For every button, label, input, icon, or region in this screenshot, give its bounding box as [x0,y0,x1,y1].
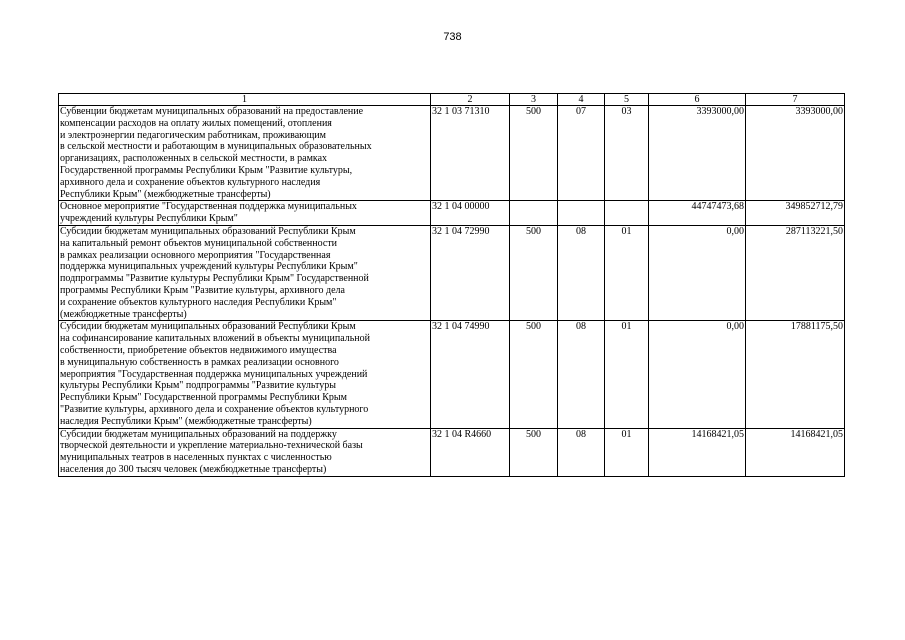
row-col3: 500 [510,106,558,201]
row-col5: 03 [605,106,649,201]
row-code: 32 1 04 72990 [431,225,510,320]
col-header-5: 5 [605,94,649,106]
col-header-3: 3 [510,94,558,106]
table-row [59,106,845,201]
row-description: Субсидии бюджетам муниципальных образований Республики Крым на капитальный ремонт объектов муниципальной собственности в рамках реализации основного мероприятия "Государственная поддержка муниципальных учреждений культуры Республики Крым" подпрограммы "Развитие культуры Республики Крым" Государственной программы Республики Крым "Развитие культуры, архивного дела и сохранение объектов культурного наследия Республики Крым" (межбюджетные трансферты) [59,225,431,320]
row-amount-6: 14168421,05 [649,428,746,476]
col-header-2: 2 [431,94,510,106]
col-header-6: 6 [649,94,746,106]
row-col5: 01 [605,225,649,320]
row-amount-7: 3393000,00 [746,106,845,201]
row-col5: 01 [605,321,649,428]
row-amount-7: 287113221,50 [746,225,845,320]
row-code: 32 1 03 71310 [431,106,510,201]
row-description: Субсидии бюджетам муниципальных образований на поддержку творческой деятельности и укрепление материально-технической базы муниципальных театров в населенных пунктах с численностью населения до 300 тысяч человек (межбюджетные трансферты) [59,428,431,476]
row-col4: 08 [558,428,605,476]
row-description: Субвенции бюджетам муниципальных образований на предоставление компенсации расходов на оплату жилых помещений, отопления и электроэнергии педагогическим работникам, проживающим в сельской местности и работающим в муниципальных образовательных организациях, расположенных в сельской местности, в рамках Государственной программы Республики Крым "Развитие культуры, архивного дела и сохранение объектов культурного наследия Республики Крым" (межбюджетные трансферты) [59,106,431,201]
row-amount-7: 14168421,05 [746,428,845,476]
table-row [59,201,845,226]
row-description: Субсидии бюджетам муниципальных образований Республики Крым на софинансирование капитальных вложений в объекты муниципальной собственности, приобретение объектов недвижимого имущества в муниципальную собственность в рамках реализации основного мероприятия "Государственная поддержка муниципальных учреждений культуры Республики Крым" подпрограммы "Развитие культуры Республики Крым" Государственной программы Республики Крым "Развитие культуры, архивного дела и сохранение объектов культурного наследия Республики Крым" (межбюджетные трансферты) [59,321,431,428]
row-col5 [605,201,649,226]
page-number: 738 [443,31,462,43]
row-code: 32 1 04 00000 [431,201,510,226]
col-header-4: 4 [558,94,605,106]
row-col4 [558,201,605,226]
row-col5: 01 [605,428,649,476]
table-row [59,428,845,476]
row-amount-6: 3393000,00 [649,106,746,201]
row-col3: 500 [510,225,558,320]
row-amount-6: 0,00 [649,321,746,428]
budget-table [58,93,845,477]
table-row [59,321,845,428]
row-col4: 08 [558,321,605,428]
row-code: 32 1 04 74990 [431,321,510,428]
col-header-1: 1 [59,94,431,106]
row-amount-7: 17881175,50 [746,321,845,428]
col-header-7: 7 [746,94,845,106]
row-col4: 07 [558,106,605,201]
row-col3 [510,201,558,226]
row-col3: 500 [510,321,558,428]
table-row [59,225,845,320]
row-col3: 500 [510,428,558,476]
row-description: Основное мероприятие "Государственная поддержка муниципальных учреждений культуры Республики Крым" [59,201,431,226]
row-code: 32 1 04 R4660 [431,428,510,476]
row-amount-6: 0,00 [649,225,746,320]
header-row [59,94,845,106]
row-amount-6: 44747473,68 [649,201,746,226]
row-amount-7: 349852712,79 [746,201,845,226]
row-col4: 08 [558,225,605,320]
